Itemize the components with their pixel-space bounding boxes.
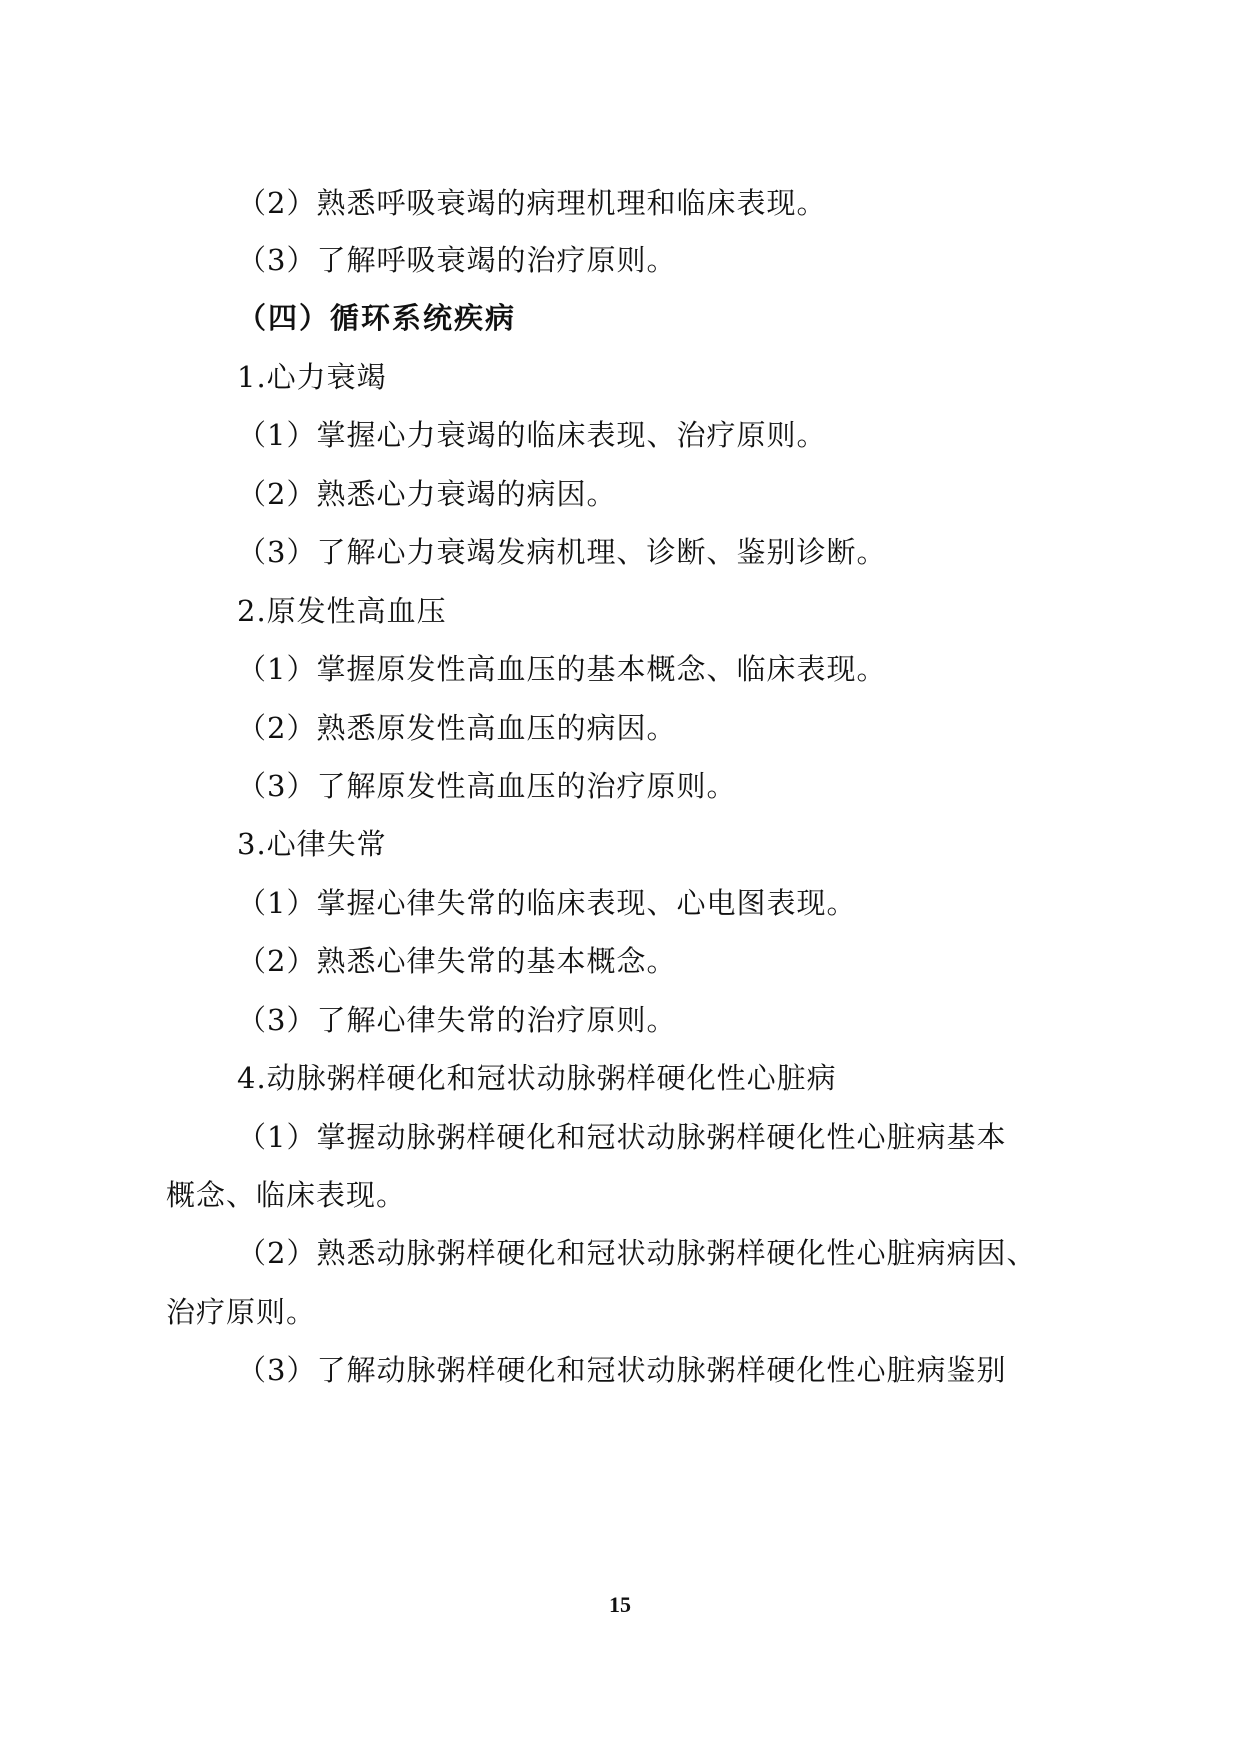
text-line: （3）了解呼吸衰竭的治疗原则。 [237, 243, 677, 277]
text-line: （2）熟悉原发性高血压的病因。 [237, 711, 677, 745]
subsection-heading: 2.原发性高血压 [237, 594, 447, 628]
section-heading: （四）循环系统疾病 [237, 301, 517, 335]
text-line-continuation: 概念、临床表现。 [166, 1178, 407, 1212]
text-line: （3）了解心力衰竭发病机理、诊断、鉴别诊断。 [237, 535, 887, 569]
text-line: （3）了解动脉粥样硬化和冠状动脉粥样硬化性心脏病鉴别 [237, 1353, 1007, 1387]
text-line: （2）熟悉心律失常的基本概念。 [237, 944, 677, 978]
text-line-continuation: 治疗原则。 [166, 1295, 317, 1329]
text-line: （1）掌握心力衰竭的临床表现、治疗原则。 [237, 418, 827, 452]
subsection-heading: 4.动脉粥样硬化和冠状动脉粥样硬化性心脏病 [237, 1061, 837, 1095]
text-line: （2）熟悉呼吸衰竭的病理机理和临床表现。 [237, 186, 827, 220]
text-line: （3）了解心律失常的治疗原则。 [237, 1003, 677, 1037]
page-number: 15 [609, 1592, 631, 1617]
subsection-heading: 3.心律失常 [237, 827, 387, 861]
text-line: （1）掌握动脉粥样硬化和冠状动脉粥样硬化性心脏病基本 [237, 1120, 1007, 1154]
text-line: （1）掌握心律失常的临床表现、心电图表现。 [237, 886, 857, 920]
text-line: （1）掌握原发性高血压的基本概念、临床表现。 [237, 652, 887, 686]
text-line: （2）熟悉心力衰竭的病因。 [237, 477, 617, 511]
text-line: （2）熟悉动脉粥样硬化和冠状动脉粥样硬化性心脏病病因、 [237, 1236, 1037, 1270]
subsection-heading: 1.心力衰竭 [237, 360, 387, 394]
text-line: （3）了解原发性高血压的治疗原则。 [237, 769, 737, 803]
